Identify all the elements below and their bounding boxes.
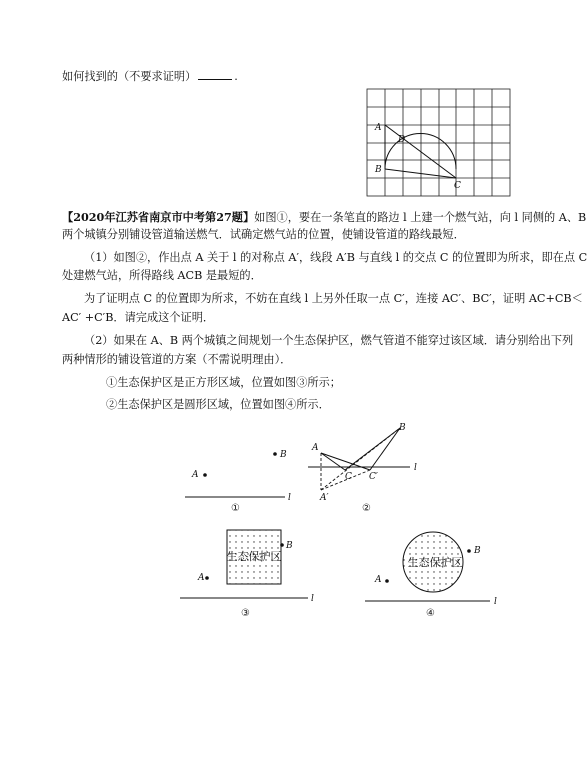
intro-text: 如何找到的（不要求证明）: [62, 70, 197, 83]
fig2-label-a: A: [312, 443, 319, 453]
fig1-label-b: B: [280, 450, 287, 460]
fig2-label-a2: A′: [320, 493, 329, 503]
problem-line-1-text: 如图①，要在一条笔直的路边 l 上建一个燃气站，向 l 同侧的 A、B: [254, 211, 587, 224]
fig1-point-a: [203, 473, 207, 477]
fig1-label-a: A: [192, 470, 199, 480]
fig3-zone-label: 生态保护区: [226, 550, 282, 563]
problem-line-8: 两种情形的铺设管道的方案（不需说明理由）．: [62, 353, 292, 366]
grid-label-c: C: [454, 181, 461, 191]
figure-2: [308, 423, 417, 514]
fig1-caption: ①: [231, 503, 240, 514]
problem-line-5: 为了证明点 C 的位置即为所求，不妨在直线 l 上另外任取一点 C′，连接 AC′、BC′，证明 AC+CB＜: [84, 292, 583, 305]
fig3-label-l: l: [311, 594, 314, 604]
fig4-point-a: [385, 579, 389, 583]
fig3-point-b: [280, 543, 284, 547]
fig2-label-l: l: [414, 463, 417, 473]
fig3-label-a: A: [198, 573, 205, 583]
problem-line-7: （2）如果在 A、B 两个城镇之间规划一个生态保护区，燃气管道不能穿过该区域．请分别给出下列: [84, 334, 574, 347]
problem-line-4: 处建燃气站，所得路线 ACB 是最短的．: [62, 269, 262, 282]
problem-line-6: AC′ +C′B．请完成这个证明．: [62, 311, 215, 324]
grid-label-d: D: [398, 135, 406, 145]
problem-header: 【2020年江苏省南京市中考第27题】: [62, 210, 255, 224]
figure-4: [365, 532, 497, 619]
fig2-label-c: C: [345, 472, 352, 482]
grid-label-b: B: [375, 165, 382, 175]
grid-label-a: A: [375, 123, 382, 133]
fig4-zone-label: 生态保护区: [407, 556, 463, 569]
intro-tail: .: [234, 70, 238, 83]
fig3-point-a: [205, 576, 209, 580]
fig2-label-c2: C′: [369, 472, 378, 482]
fig1-label-l: l: [288, 493, 291, 503]
fig4-caption: ④: [426, 608, 435, 619]
fig2-caption: ②: [362, 503, 371, 514]
fig4-label-a: A: [375, 575, 382, 585]
fig4-label-b: B: [474, 546, 481, 556]
problem-line-3: （1）如图②，作出点 A 关于 l 的对称点 A′，线段 A′B 与直线 l 的交点 C 的位置即为所求，即在点 C: [84, 251, 587, 264]
fig3-label-b: B: [286, 541, 293, 551]
problem-line-9: ①生态保护区是正方形区域，位置如图③所示；: [106, 376, 341, 389]
problem-line-2: 两个城镇分别铺设管道输送燃气．试确定燃气站的位置，使铺设管道的路线最短．: [62, 228, 465, 241]
fig4-point-b: [467, 549, 471, 553]
fig2-label-b: B: [399, 423, 406, 433]
figure-1: [185, 450, 291, 514]
problem-line-10: ②生态保护区是圆形区域，位置如图④所示．: [106, 398, 330, 411]
figure-3: [180, 530, 314, 619]
fig4-label-l: l: [494, 597, 497, 607]
fig3-caption: ③: [241, 608, 250, 619]
fig1-point-b: [273, 452, 277, 456]
